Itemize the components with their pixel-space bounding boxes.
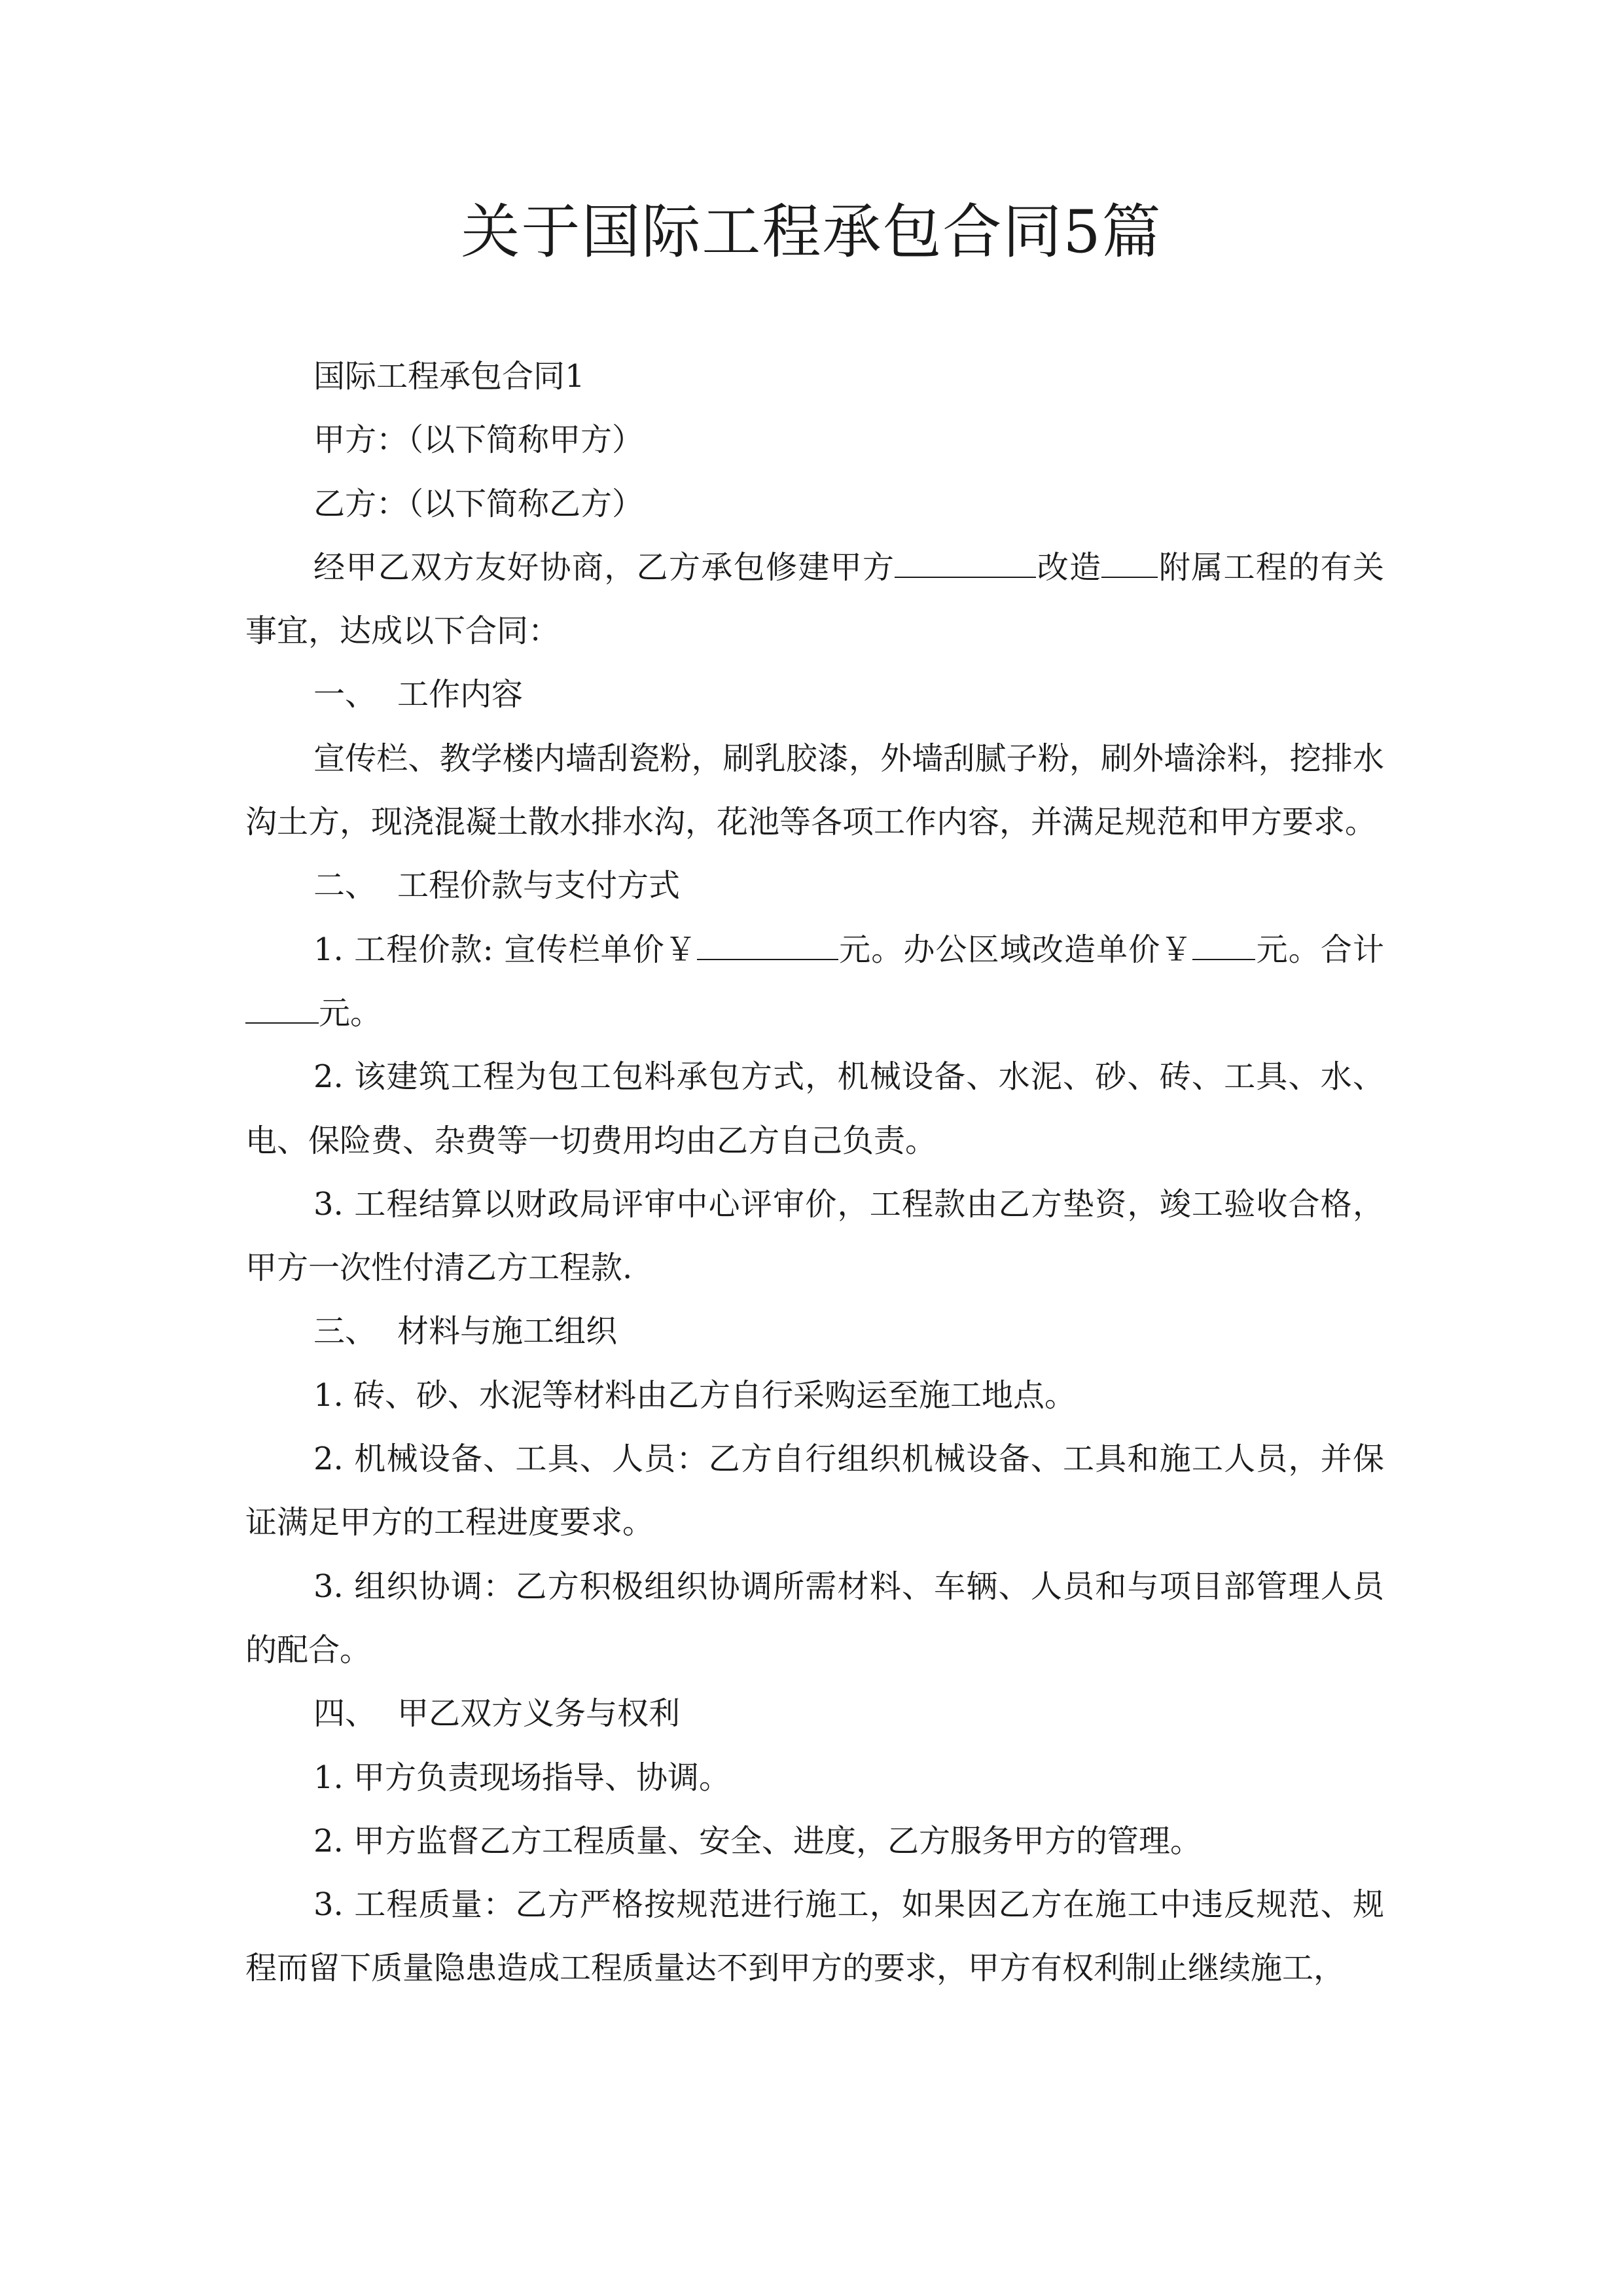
- section-heading-1: [245, 663, 1384, 726]
- section-title: 工程价款与支付方式: [397, 867, 681, 905]
- section-title: 甲乙双方义务与权利: [397, 1695, 681, 1732]
- price-text-1: 1. 工程价款: 宣传栏单价￥: [313, 931, 697, 968]
- document-title: 关于国际工程承包合同5篇: [461, 198, 1162, 266]
- blank-field: [895, 550, 1036, 578]
- blank-field: [1101, 550, 1158, 578]
- contract-mode-text: 2. 该建筑工程为包工包料承包方式，机械设备、水泥、砂、砖、工具、水、电、保险费、杂费等一切费用均由乙方自己负责。: [245, 1058, 1384, 1159]
- settlement-paragraph: [245, 1173, 1384, 1300]
- materials-paragraph: [245, 1364, 1384, 1427]
- section-number: 二、: [313, 867, 377, 905]
- preamble-text-3: 附属工程的有关事宜，达成以下合同：: [245, 548, 1384, 650]
- price-text-2: 元。办公区域改造单价￥: [838, 931, 1193, 968]
- party-b-line: [245, 473, 1384, 536]
- preamble-text-2: 改造: [1036, 548, 1102, 586]
- contract-heading-text: 国际工程承包合同1: [313, 358, 585, 395]
- duty-text-1: 1. 甲方负责现场指导、协调。: [313, 1759, 731, 1796]
- duty-paragraph-1: [245, 1746, 1384, 1810]
- blank-field: [245, 996, 319, 1024]
- materials-text: 1. 砖、砂、水泥等材料由乙方自行采购运至施工地点。: [313, 1376, 1077, 1414]
- blank-field: [697, 933, 838, 960]
- section-number: 四、: [313, 1695, 377, 1732]
- work-content-paragraph: [245, 727, 1384, 855]
- contract-heading: [245, 345, 1384, 408]
- section-number: 三、: [313, 1313, 377, 1350]
- preamble-paragraph: [245, 536, 1384, 664]
- section-title: 材料与施工组织: [397, 1313, 618, 1350]
- duty-text-2: 2. 甲方监督乙方工程质量、安全、进度，乙方服务甲方的管理。: [313, 1822, 1202, 1859]
- duty-paragraph-2: [245, 1810, 1384, 1873]
- price-text-4: 元。: [319, 994, 382, 1031]
- section-heading-3: [245, 1300, 1384, 1363]
- preamble-text-1: 经甲乙双方友好协商，乙方承包修建甲方: [313, 548, 895, 586]
- section-heading-2: [245, 854, 1384, 918]
- quality-text: 3. 工程质量：乙方严格按规范进行施工，如果因乙方在施工中违反规范、规程而留下质量隐患造成工程质量达不到甲方的要求，甲方有权利制止继续施工，: [245, 1886, 1384, 1987]
- equipment-paragraph: [245, 1427, 1384, 1555]
- section-number: 一、: [313, 676, 377, 713]
- price-paragraph: [245, 918, 1384, 1046]
- document-body: [245, 345, 1384, 2001]
- blank-field: [1192, 933, 1255, 960]
- settlement-text: 3. 工程结算以财政局评审中心评审价，工程款由乙方垫资，竣工验收合格，甲方一次性付清乙方工程款.: [245, 1185, 1384, 1287]
- coordination-paragraph: [245, 1555, 1384, 1683]
- coordination-text: 3. 组织协调：乙方积极组织协调所需材料、车辆、人员和与项目部管理人员的配合。: [245, 1568, 1384, 1668]
- party-b-text: 乙方：（以下简称乙方）: [313, 485, 644, 522]
- section-heading-4: [245, 1682, 1384, 1746]
- party-a-text: 甲方：（以下简称甲方）: [313, 422, 644, 459]
- equipment-text: 2. 机械设备、工具、人员：乙方自行组织机械设备、工具和施工人员，并保证满足甲方的工程进度要求。: [245, 1441, 1384, 1541]
- section-title: 工作内容: [397, 676, 524, 713]
- contract-mode-paragraph: [245, 1045, 1384, 1173]
- party-a-line: [245, 408, 1384, 472]
- price-text-3: 元。合计: [1255, 931, 1384, 968]
- quality-paragraph: [245, 1873, 1384, 2001]
- work-content-text: 宣传栏、教学楼内墙刮瓷粉，刷乳胶漆，外墙刮腻子粉，刷外墙涂料，挖排水沟土方，现浇混凝土散水排水沟，花池等各项工作内容，并满足规范和甲方要求。: [245, 740, 1384, 841]
